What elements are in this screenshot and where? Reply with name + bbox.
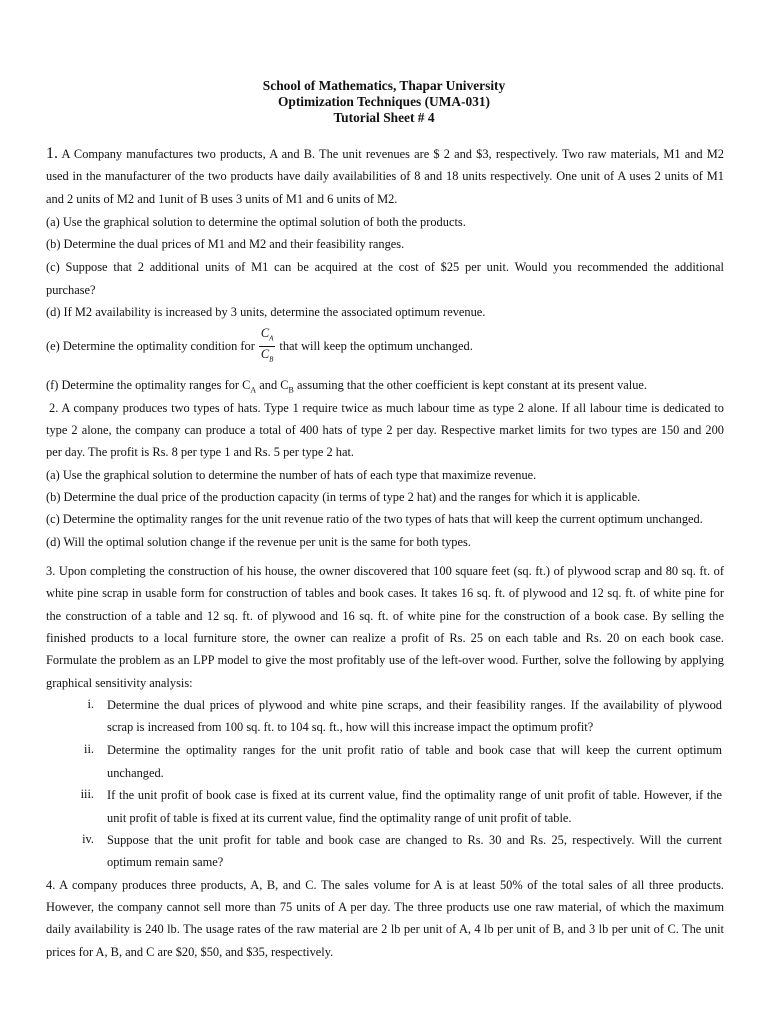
- q3-item-text: scrap is increased from 100 sq. ft. to 104 sq. ft., how will this increase impact the optimum profit?: [107, 720, 594, 734]
- q2-part-c: (c) Determine the optimality ranges for the unit revenue ratio of the two types of hats that will keep the current optimum unchanged.: [46, 512, 703, 526]
- q3-item-text: Determine the dual prices of plywood and white pine scraps, and their feasibility ranges. If the availability of plywood: [107, 698, 722, 712]
- q3-item-text: unchanged.: [107, 766, 164, 780]
- school-title: School of Mathematics, Thapar University: [262, 78, 506, 93]
- q1-part-d: (d) If M2 availability is increased by 3 units, determine the associated optimum revenue.: [46, 305, 486, 319]
- q3-line-5: Formulate the problem as an LPP model to give the most profitably use of the left-over wood. Further, solve the following by applying: [46, 653, 724, 667]
- q3-item-number: i.: [87, 697, 94, 711]
- q1-number: 1.: [46, 145, 58, 162]
- q1-part-e: (e) Determine the optimality condition for $\frac{C_A}{C_B}$ that will keep the optimum unchanged.: [46, 326, 724, 368]
- q3-item-number: ii.: [84, 742, 94, 756]
- q2-part-a: (a) Use the graphical solution to determine the number of hats of each type that maximize revenue.: [46, 468, 537, 482]
- q3-item-text: If the unit profit of book case is fixed at its current value, find the optimality range of unit profit of table. However, if the: [107, 788, 722, 802]
- q2-part-d: (d) Will the optimal solution change if the revenue per unit is the same for both types.: [46, 535, 471, 549]
- q2-part-b: (b) Determine the dual price of the production capacity (in terms of type 2 hat) and the ranges for which it is applicable.: [46, 490, 641, 504]
- q1-part-c: (c) Suppose that 2 additional units of M1 can be acquired at the cost of $25 per unit. Would you recommended the additional: [46, 260, 724, 274]
- q1-part-c-cont: purchase?: [46, 283, 96, 297]
- q3-line-1: 3. Upon completing the construction of his house, the owner discovered that 100 square feet (sq. ft.) of plywood scrap and 80 sq. ft. of: [46, 564, 724, 578]
- q4-line-1: 4. A company produces three products, A, B, and C. The sales volume for A is at least 50% of the total sales of all three products.: [46, 878, 724, 892]
- q1-line-2: used in the manufacturer of the two products have daily availabilities of 8 and 18 units respectively. One unit of A uses 2 units of M1: [46, 169, 724, 183]
- q4-line-4: prices for A, B, and C are $20, $50, and $35, respectively.: [46, 945, 334, 959]
- q3-line-4: finished products to a local furniture store, the owner can realize a profit of Rs. 25 on each table and Rs. 20 on each book case.: [46, 631, 724, 645]
- q2-line-3: per day. The profit is Rs. 8 per type 1 and Rs. 5 per type 2 hat.: [46, 445, 354, 459]
- q3-line-3: the construction of a table and 12 sq. ft. of plywood and 16 sq. ft. of white pine for the construction of a book case. By selling the: [46, 609, 724, 623]
- document-header: [0, 78, 768, 126]
- ratio-fraction: $\frac{C_A}{C_B}$: [260, 326, 274, 364]
- q1-part-f: (f) Determine the optimality ranges for $C_A$ and $C_B$ assuming that the other coefficient is kept constant at its present value.: [46, 378, 648, 395]
- q3-line-6: graphical sensitivity analysis:: [46, 676, 193, 690]
- q2-line-1: 2. A company produces two types of hats. Type 1 require twice as much labour time as type 2 alone. If all labour time is dedicated to: [49, 401, 724, 415]
- q3-item-text: unit profit of table is fixed at its current value, find the optimality range of unit profit of table.: [107, 811, 572, 825]
- course-title: Optimization Techniques (UMA-031): [277, 94, 491, 109]
- q1-line-3: and 2 units of M2 and 1unit of B uses 3 units of M1 and 6 units of M2.: [46, 192, 398, 206]
- q1-part-a: (a) Use the graphical solution to determine the optimal solution of both the products.: [46, 215, 466, 229]
- q1-line-1: 1. A Company manufactures two products, A and B. The unit revenues are $ 2 and $3, respectively. Two raw materials, M1 and M2: [46, 145, 725, 162]
- q2-line-2: type 2 alone, the company can produce a total of 400 hats of type 2 per day. Respective market limits for two types are 150 and 200: [46, 423, 724, 437]
- q3-item-text: Suppose that the unit profit for table and book case are changed to Rs. 30 and Rs. 25, respectively. Will the current: [107, 833, 722, 847]
- q3-item-text: optimum remain same?: [107, 855, 224, 869]
- q4-line-2: However, the company cannot sell more than 75 units of A per day. The three products use one raw material, of which the maximum: [46, 900, 724, 914]
- q3-item-number: iii.: [80, 787, 94, 801]
- q4-line-3: daily availability is 240 lb. The usage rates of the raw material are 2 lb per unit of A, 4 lb per unit of B, and 3 lb per unit of C. The unit: [46, 922, 724, 936]
- q3-line-2: white pine scrap in usable form for construction of tables and book cases. It takes 16 sq. ft. of plywood and 12 sq. ft. of white pine for: [46, 586, 724, 600]
- q1-part-b: (b) Determine the dual prices of M1 and M2 and their feasibility ranges.: [46, 237, 405, 251]
- q3-item-number: iv.: [82, 832, 94, 846]
- q3-item-text: Determine the optimality ranges for the unit profit ratio of table and book case that will keep the current optimum: [107, 743, 722, 757]
- sheet-title: Tutorial Sheet # 4: [333, 110, 435, 125]
